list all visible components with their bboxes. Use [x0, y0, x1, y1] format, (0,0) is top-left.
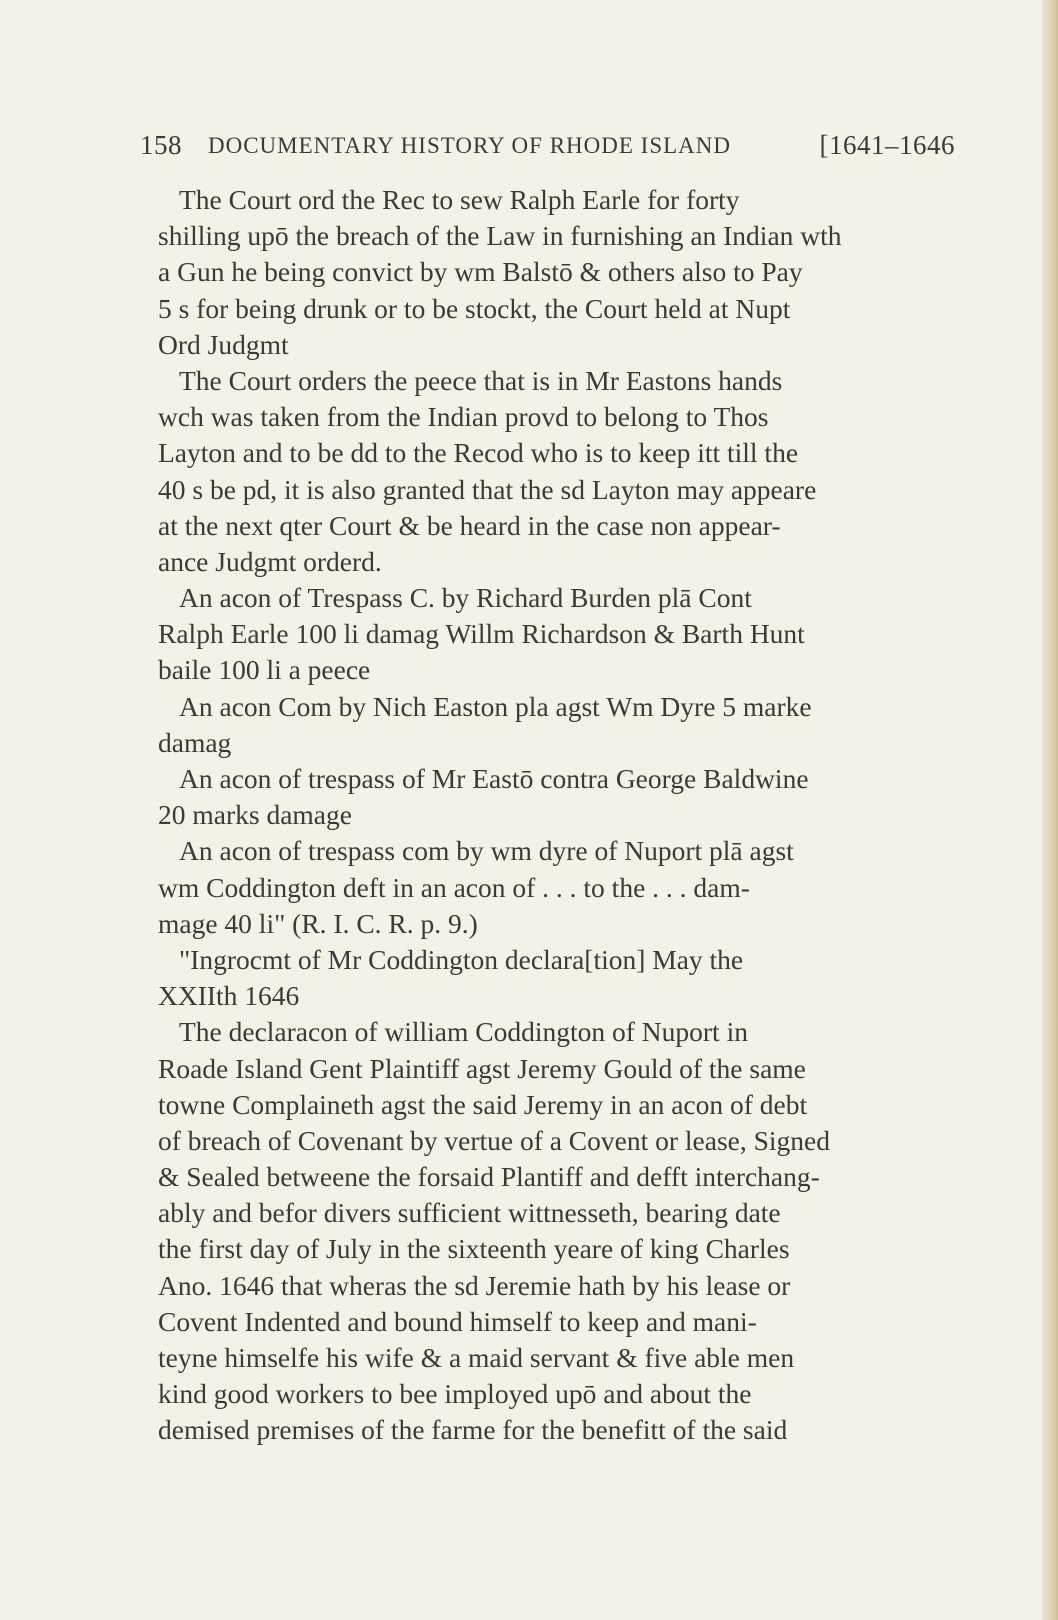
text-line: XXIIth 1646 [158, 980, 300, 1012]
text-line: Covent Indented and bound himself to keep and mani- [158, 1305, 757, 1337]
text-line: An acon of trespass com by wm dyre of Nuport plā agst [179, 835, 794, 867]
text-line: 40 s be pd, it is also granted that the sd Layton may appeare [158, 473, 817, 505]
text-line: kind good workers to bee imployed upō and about the [158, 1378, 752, 1410]
text-line: The declaracon of william Coddington of Nuport in [179, 1016, 748, 1048]
text-line: towne Complaineth agst the said Jeremy in an acon of debt [158, 1088, 808, 1120]
text-line: Roade Island Gent Plaintiff agst Jeremy Gould of the same [158, 1052, 806, 1084]
text-line: Ralph Earle 100 li damag Willm Richardson & Barth Hunt [158, 618, 805, 650]
text-line: damag [158, 726, 232, 758]
text-line: 5 s for being drunk or to be stockt, the Court held at Nupt [158, 292, 791, 324]
running-head [140, 130, 970, 174]
text-line: of breach of Covenant by vertue of a Covent or lease, Signed [158, 1124, 831, 1156]
page-number: 158 [140, 130, 182, 160]
text-line: shilling upō the breach of the Law in furnishing an Indian wth [158, 220, 842, 252]
date-range: [1641–1646 [819, 130, 955, 160]
text-line: Layton and to be dd to the Recod who is to keep itt till the [158, 437, 799, 469]
text-line: An acon of Trespass C. by Richard Burden plā Cont [179, 582, 752, 614]
running-title: DOCUMENTARY HISTORY OF RHODE ISLAND [208, 133, 732, 158]
text-line: Ord Judgmt [158, 328, 289, 360]
body-text [158, 182, 958, 1449]
text-line: wch was taken from the Indian provd to belong to Thos [158, 401, 769, 433]
text-line: the first day of July in the sixteenth yeare of king Charles [158, 1233, 790, 1265]
text-line: teyne himselfe his wife & a maid servant & five able men [158, 1342, 795, 1373]
text-line: An acon of trespass of Mr Eastō contra George Baldwine [179, 763, 809, 794]
text-line: a Gun he being convict by wm Balstō & others also to Pay [158, 256, 803, 288]
text-line: An acon Com by Nich Easton pla agst Wm Dyre 5 marke [179, 690, 812, 722]
text-line: ably and befor divers sufficient wittnesseth, bearing date [158, 1197, 781, 1229]
text-line: wm Coddington deft in an acon of . . . to the . . . dam- [158, 871, 750, 903]
text-line: mage 40 li" (R. I. C. R. p. 9.) [158, 907, 478, 939]
text-line: The Court orders the peece that is in Mr Eastons hands [179, 364, 783, 396]
text-line: & Sealed betweene the forsaid Plantiff and defft interchang- [158, 1161, 820, 1193]
text-line: Ano. 1646 that wheras the sd Jeremie hath by his lease or [158, 1269, 791, 1301]
text-line: The Court ord the Rec to sew Ralph Earle for forty [179, 184, 740, 215]
text-line: at the next qter Court & be heard in the case non appear- [158, 509, 781, 541]
text-line: demised premises of the farme for the benefitt of the said [158, 1414, 788, 1446]
text-line: 20 marks damage [158, 799, 352, 831]
page-edge [1042, 0, 1058, 1620]
text-line: ance Judgmt orderd. [158, 545, 382, 577]
text-line: baile 100 li a peece [158, 654, 371, 686]
text-line: "Ingrocmt of Mr Coddington declara[tion] May the [179, 943, 744, 975]
